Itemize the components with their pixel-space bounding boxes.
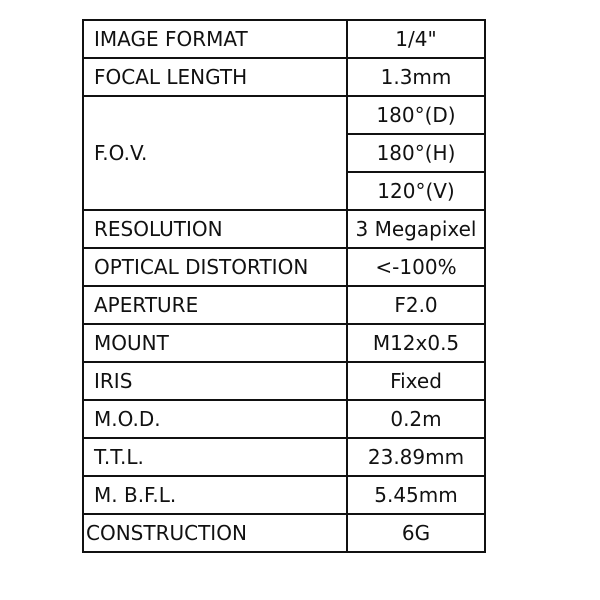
mount-value: M12x0.5 <box>347 324 485 362</box>
table-row-construction <box>83 514 485 552</box>
iris-value: Fixed <box>347 362 485 400</box>
table-row-mount <box>83 324 485 362</box>
table-row-aperture <box>83 286 485 324</box>
table-row-mbfl <box>83 476 485 514</box>
table-row-iris <box>83 362 485 400</box>
fov-label: F.O.V. <box>83 96 347 210</box>
mod-value: 0.2m <box>347 400 485 438</box>
fov-horizontal-value: 180°(H) <box>347 134 485 172</box>
table-row-fov-diagonal <box>83 96 485 134</box>
table-row-image-format <box>83 20 485 58</box>
optical-distortion-value: <-100% <box>347 248 485 286</box>
table-row-focal-length <box>83 58 485 96</box>
table-row-resolution <box>83 210 485 248</box>
mount-label: MOUNT <box>83 324 347 362</box>
table-row-optical-distortion <box>83 248 485 286</box>
mod-label: M.O.D. <box>83 400 347 438</box>
optical-distortion-label: OPTICAL DISTORTION <box>83 248 347 286</box>
iris-label: IRIS <box>83 362 347 400</box>
ttl-value: 23.89mm <box>347 438 485 476</box>
fov-diagonal-value: 180°(D) <box>347 96 485 134</box>
fov-vertical-value: 120°(V) <box>347 172 485 210</box>
aperture-label: APERTURE <box>83 286 347 324</box>
mbfl-value: 5.45mm <box>347 476 485 514</box>
table-row-ttl <box>83 438 485 476</box>
mbfl-label: M. B.F.L. <box>83 476 347 514</box>
aperture-value: F2.0 <box>347 286 485 324</box>
image-format-value: 1/4" <box>347 20 485 58</box>
ttl-label: T.T.L. <box>83 438 347 476</box>
table-row-mod <box>83 400 485 438</box>
focal-length-value: 1.3mm <box>347 58 485 96</box>
construction-value: 6G <box>347 514 485 552</box>
construction-label: CONSTRUCTION <box>83 514 347 552</box>
focal-length-label: FOCAL LENGTH <box>83 58 347 96</box>
lens-spec-table <box>82 19 486 553</box>
resolution-value: 3 Megapixel <box>347 210 485 248</box>
image-format-label: IMAGE FORMAT <box>83 20 347 58</box>
resolution-label: RESOLUTION <box>83 210 347 248</box>
